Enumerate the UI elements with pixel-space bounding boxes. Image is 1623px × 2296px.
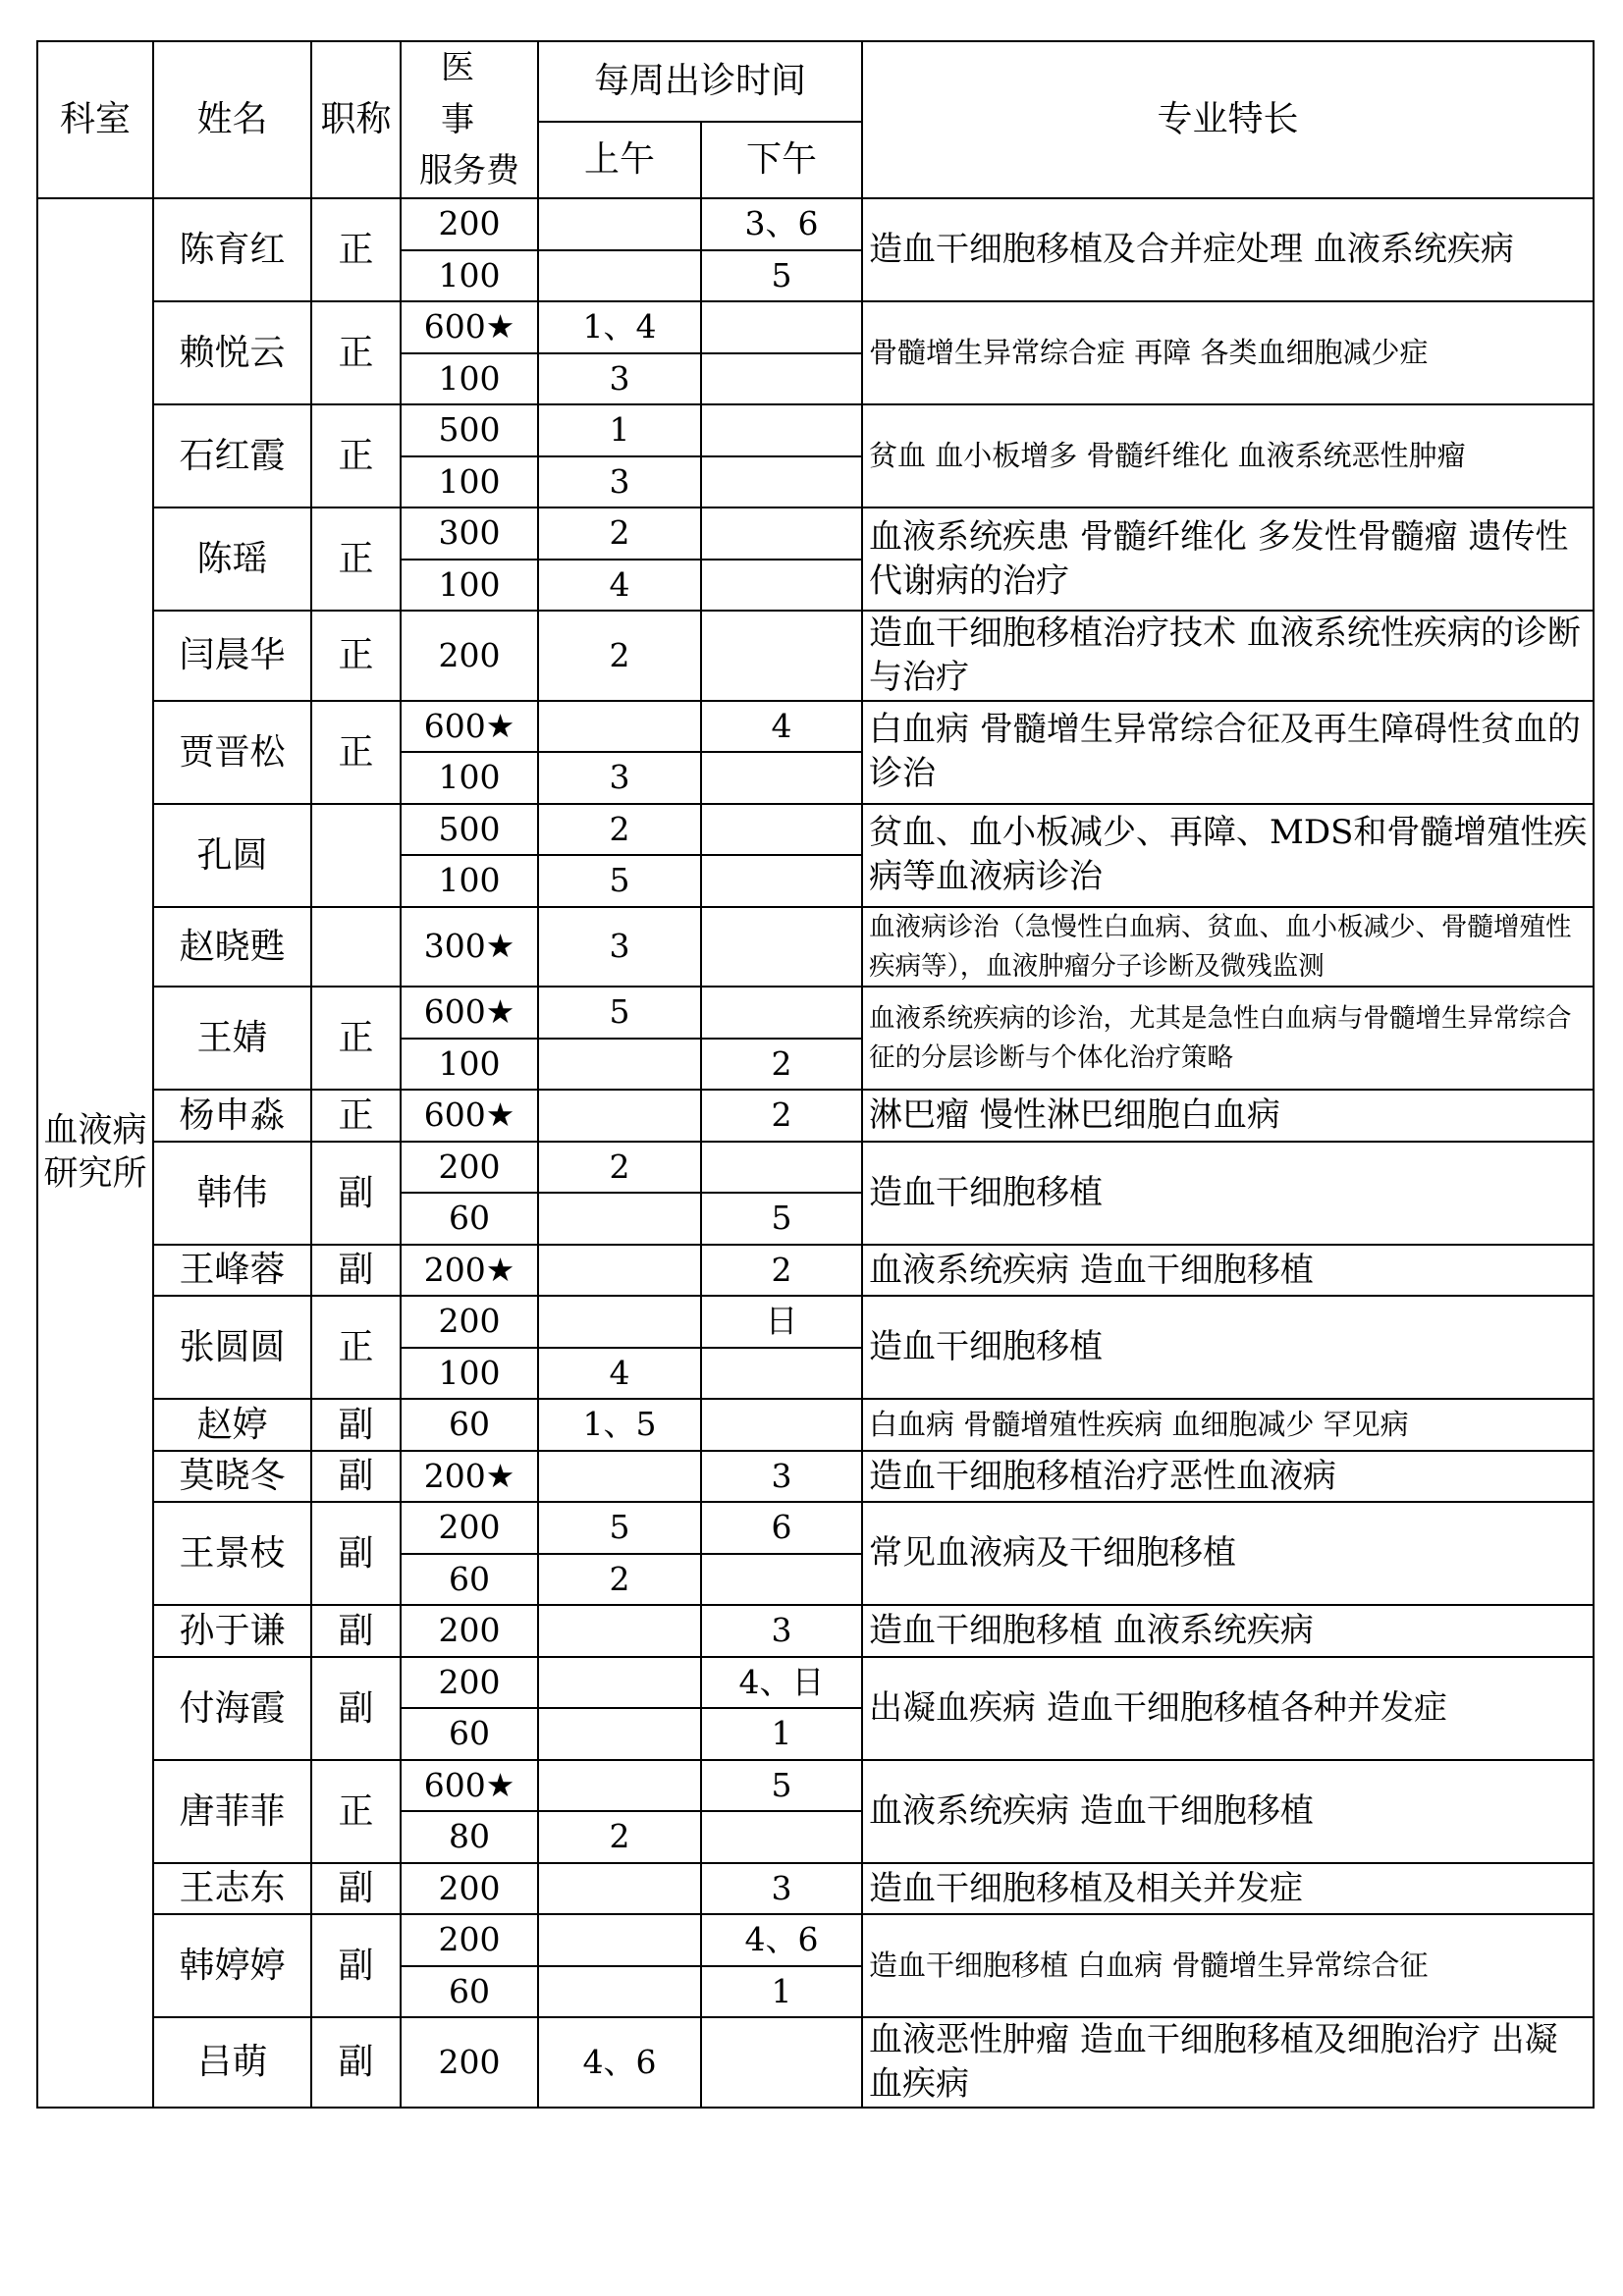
am-cell: 1 (538, 404, 701, 456)
table-row (37, 404, 1594, 456)
table-row (37, 1502, 1594, 1554)
doctor-title: 副 (311, 1399, 401, 1451)
doctor-name: 韩婷婷 (153, 1914, 311, 2017)
am-cell (538, 1657, 701, 1709)
am-cell: 4、6 (538, 2017, 701, 2108)
doctor-title: 副 (311, 1605, 401, 1657)
header-dept: 科室 (37, 41, 153, 198)
specialty-cell: 血液恶性肿瘤 造血干细胞移植及细胞治疗 出凝血疾病 (862, 2017, 1594, 2108)
doctor-name: 王景枝 (153, 1502, 311, 1605)
doctor-name: 王志东 (153, 1863, 311, 1915)
fee-cell: 300 (401, 507, 538, 560)
doctor-title: 副 (311, 1142, 401, 1245)
table-row (37, 2017, 1594, 2108)
doctor-title: 副 (311, 1657, 401, 1760)
am-cell: 1、4 (538, 301, 701, 353)
am-cell: 1、5 (538, 1399, 701, 1451)
doctor-name: 孙于谦 (153, 1605, 311, 1657)
fee-cell: 200★ (401, 1245, 538, 1297)
fee-cell: 100 (401, 1348, 538, 1400)
fee-cell: 600★ (401, 701, 538, 753)
fee-cell: 100 (401, 353, 538, 405)
am-cell (538, 1605, 701, 1657)
pm-cell (701, 752, 862, 804)
table-row (37, 301, 1594, 353)
specialty-cell: 造血干细胞移植治疗技术 血液系统性疾病的诊断与治疗 (862, 611, 1594, 701)
am-cell: 2 (538, 611, 701, 701)
header-am: 上午 (538, 122, 701, 199)
specialty-cell: 造血干细胞移植治疗恶性血液病 (862, 1451, 1594, 1503)
doctor-name: 唐菲菲 (153, 1760, 311, 1863)
doctor-name: 吕萌 (153, 2017, 311, 2108)
am-cell: 5 (538, 987, 701, 1039)
fee-cell: 80 (401, 1811, 538, 1863)
pm-cell (701, 1811, 862, 1863)
specialty-cell: 贫血、血小板减少、再障、MDS和骨髓增殖性疾病等血液病诊治 (862, 804, 1594, 907)
schedule-sheet (36, 40, 1593, 2250)
fee-cell: 200 (401, 1142, 538, 1194)
doctor-title: 正 (311, 1090, 401, 1142)
doctor-title: 副 (311, 1502, 401, 1605)
pm-cell: 4、6 (701, 1914, 862, 1966)
specialty-cell: 白血病 骨髓增生异常综合征及再生障碍性贫血的诊治 (862, 701, 1594, 804)
doctor-name: 付海霞 (153, 1657, 311, 1760)
am-cell: 5 (538, 1502, 701, 1554)
specialty-cell: 常见血液病及干细胞移植 (862, 1502, 1594, 1605)
pm-cell (701, 507, 862, 560)
am-cell (538, 250, 701, 302)
pm-cell (701, 987, 862, 1039)
specialty-cell: 血液系统疾病的诊治，尤其是急性白血病与骨髓增生异常综合征的分层诊断与个体化治疗策略 (862, 987, 1594, 1090)
specialty-cell: 血液系统疾病 造血干细胞移植 (862, 1245, 1594, 1297)
table-row (37, 1245, 1594, 1297)
table-row (37, 1914, 1594, 1966)
am-cell: 3 (538, 752, 701, 804)
fee-cell: 200 (401, 1502, 538, 1554)
am-cell (538, 1451, 701, 1503)
dept-cell (37, 198, 153, 2108)
doctor-title (311, 804, 401, 907)
doctor-name: 王婧 (153, 987, 311, 1090)
table-row (37, 1142, 1594, 1194)
pm-cell (701, 907, 862, 988)
fee-cell: 100 (401, 560, 538, 612)
specialty-cell: 造血干细胞移植 (862, 1142, 1594, 1245)
doctor-name: 杨申淼 (153, 1090, 311, 1142)
am-cell (538, 1708, 701, 1760)
header-row-1 (37, 41, 1594, 122)
table-row (37, 198, 1594, 250)
fee-cell: 60 (401, 1708, 538, 1760)
pm-cell (701, 560, 862, 612)
pm-cell: 5 (701, 1760, 862, 1812)
am-cell: 4 (538, 560, 701, 612)
pm-cell (701, 2017, 862, 2108)
am-cell: 2 (538, 1554, 701, 1606)
doctor-name: 贾晋松 (153, 701, 311, 804)
doctor-title: 副 (311, 2017, 401, 2108)
fee-cell: 600★ (401, 1090, 538, 1142)
specialty-cell: 造血干细胞移植 (862, 1296, 1594, 1399)
specialty-cell: 血液系统疾病 造血干细胞移植 (862, 1760, 1594, 1863)
pm-cell (701, 1348, 862, 1400)
am-cell (538, 198, 701, 250)
clinic-schedule-table (36, 40, 1595, 2109)
doctor-title: 副 (311, 1914, 401, 2017)
header-fee-line1: 医 事 (441, 48, 517, 139)
table-row (37, 1451, 1594, 1503)
doctor-name: 陈育红 (153, 198, 311, 301)
table-row (37, 1863, 1594, 1915)
am-cell: 2 (538, 1142, 701, 1194)
doctor-name: 张圆圆 (153, 1296, 311, 1399)
am-cell: 2 (538, 1811, 701, 1863)
pm-cell (701, 1554, 862, 1606)
pm-cell (701, 353, 862, 405)
am-cell (538, 701, 701, 753)
header-weekly: 每周出诊时间 (538, 41, 862, 122)
am-cell (538, 1296, 701, 1348)
fee-cell: 100 (401, 250, 538, 302)
pm-cell (701, 611, 862, 701)
pm-cell (701, 855, 862, 907)
fee-cell: 600★ (401, 301, 538, 353)
am-cell: 3 (538, 353, 701, 405)
table-row (37, 507, 1594, 560)
am-cell: 4 (538, 1348, 701, 1400)
table-row (37, 1090, 1594, 1142)
specialty-cell: 白血病 骨髓增殖性疾病 血细胞减少 罕见病 (862, 1399, 1594, 1451)
dept-label: 血液病研究所 (43, 1110, 147, 1194)
table-row (37, 611, 1594, 701)
doctor-title: 正 (311, 301, 401, 404)
pm-cell: 1 (701, 1708, 862, 1760)
table-row (37, 804, 1594, 856)
specialty-cell: 贫血 血小板增多 骨髓纤维化 血液系统恶性肿瘤 (862, 404, 1594, 507)
pm-cell: 4、日 (701, 1657, 862, 1709)
am-cell (538, 1863, 701, 1915)
pm-cell: 5 (701, 250, 862, 302)
table-row (37, 987, 1594, 1039)
header-specialty: 专业特长 (862, 41, 1594, 198)
fee-cell: 600★ (401, 1760, 538, 1812)
fee-cell: 300★ (401, 907, 538, 988)
doctor-title: 副 (311, 1451, 401, 1503)
doctor-name: 韩伟 (153, 1142, 311, 1245)
specialty-cell: 出凝血疾病 造血干细胞移植各种并发症 (862, 1657, 1594, 1760)
pm-cell: 3、6 (701, 198, 862, 250)
pm-cell: 2 (701, 1090, 862, 1142)
am-cell (538, 1760, 701, 1812)
table-row (37, 1296, 1594, 1348)
doctor-title: 正 (311, 987, 401, 1090)
doctor-title: 副 (311, 1245, 401, 1297)
doctor-title: 副 (311, 1863, 401, 1915)
doctor-name: 赵婷 (153, 1399, 311, 1451)
table-row (37, 907, 1594, 988)
fee-cell: 600★ (401, 987, 538, 1039)
pm-cell (701, 1399, 862, 1451)
header-title: 职称 (311, 41, 401, 198)
pm-cell (701, 404, 862, 456)
doctor-name: 闫晨华 (153, 611, 311, 701)
pm-cell: 3 (701, 1863, 862, 1915)
header-pm: 下午 (701, 122, 862, 199)
doctor-name: 莫晓冬 (153, 1451, 311, 1503)
table-row (37, 1399, 1594, 1451)
doctor-name: 孔圆 (153, 804, 311, 907)
pm-cell (701, 456, 862, 508)
specialty-cell: 造血干细胞移植及合并症处理 血液系统疾病 (862, 198, 1594, 301)
doctor-title: 正 (311, 507, 401, 611)
fee-cell: 60 (401, 1554, 538, 1606)
pm-cell: 3 (701, 1605, 862, 1657)
pm-cell: 2 (701, 1245, 862, 1297)
doctor-title: 正 (311, 611, 401, 701)
am-cell: 3 (538, 907, 701, 988)
doctor-name: 石红霞 (153, 404, 311, 507)
fee-cell: 200★ (401, 1451, 538, 1503)
doctor-title: 正 (311, 1760, 401, 1863)
am-cell (538, 1966, 701, 2018)
table-row (37, 701, 1594, 753)
pm-cell: 2 (701, 1039, 862, 1091)
doctor-title: 正 (311, 198, 401, 301)
specialty-cell: 血液病诊治（急慢性白血病、贫血、血小板减少、骨髓增殖性疾病等），血液肿瘤分子诊断及微残监测 (862, 907, 1594, 988)
doctor-title: 正 (311, 701, 401, 804)
header-name: 姓名 (153, 41, 311, 198)
fee-cell: 100 (401, 456, 538, 508)
fee-cell: 200 (401, 2017, 538, 2108)
doctor-name: 赖悦云 (153, 301, 311, 404)
fee-cell: 60 (401, 1399, 538, 1451)
fee-cell: 500 (401, 804, 538, 856)
table-row (37, 1605, 1594, 1657)
pm-cell (701, 301, 862, 353)
doctor-name: 赵晓甦 (153, 907, 311, 988)
specialty-cell: 骨髓增生异常综合症 再障 各类血细胞减少症 (862, 301, 1594, 404)
am-cell (538, 1193, 701, 1245)
header-fee (401, 41, 538, 198)
specialty-cell: 造血干细胞移植 白血病 骨髓增生异常综合征 (862, 1914, 1594, 2017)
pm-cell: 5 (701, 1193, 862, 1245)
pm-cell: 1 (701, 1966, 862, 2018)
fee-cell: 60 (401, 1193, 538, 1245)
fee-cell: 100 (401, 855, 538, 907)
fee-cell: 200 (401, 611, 538, 701)
am-cell (538, 1039, 701, 1091)
doctor-title: 正 (311, 1296, 401, 1399)
fee-cell: 200 (401, 1296, 538, 1348)
fee-cell: 200 (401, 1863, 538, 1915)
table-row (37, 1657, 1594, 1709)
specialty-cell: 造血干细胞移植 血液系统疾病 (862, 1605, 1594, 1657)
specialty-cell: 血液系统疾患 骨髓纤维化 多发性骨髓瘤 遗传性代谢病的治疗 (862, 507, 1594, 611)
fee-cell: 200 (401, 1657, 538, 1709)
am-cell (538, 1090, 701, 1142)
am-cell (538, 1914, 701, 1966)
doctor-name: 陈瑶 (153, 507, 311, 611)
am-cell: 5 (538, 855, 701, 907)
fee-cell: 500 (401, 404, 538, 456)
fee-cell: 100 (401, 1039, 538, 1091)
pm-cell: 4 (701, 701, 862, 753)
pm-cell (701, 804, 862, 856)
doctor-name: 王峰蓉 (153, 1245, 311, 1297)
fee-cell: 200 (401, 198, 538, 250)
fee-cell: 60 (401, 1966, 538, 2018)
am-cell (538, 1245, 701, 1297)
pm-cell: 3 (701, 1451, 862, 1503)
pm-cell: 日 (701, 1296, 862, 1348)
pm-cell (701, 1142, 862, 1194)
header-fee-line2: 服务费 (419, 151, 519, 191)
pm-cell: 6 (701, 1502, 862, 1554)
doctor-title (311, 907, 401, 988)
am-cell: 3 (538, 456, 701, 508)
schedule-body (37, 198, 1594, 2108)
am-cell: 2 (538, 804, 701, 856)
doctor-title: 正 (311, 404, 401, 507)
fee-cell: 200 (401, 1605, 538, 1657)
fee-cell: 100 (401, 752, 538, 804)
am-cell: 2 (538, 507, 701, 560)
specialty-cell: 造血干细胞移植及相关并发症 (862, 1863, 1594, 1915)
table-row (37, 1760, 1594, 1812)
fee-cell: 200 (401, 1914, 538, 1966)
specialty-cell: 淋巴瘤 慢性淋巴细胞白血病 (862, 1090, 1594, 1142)
